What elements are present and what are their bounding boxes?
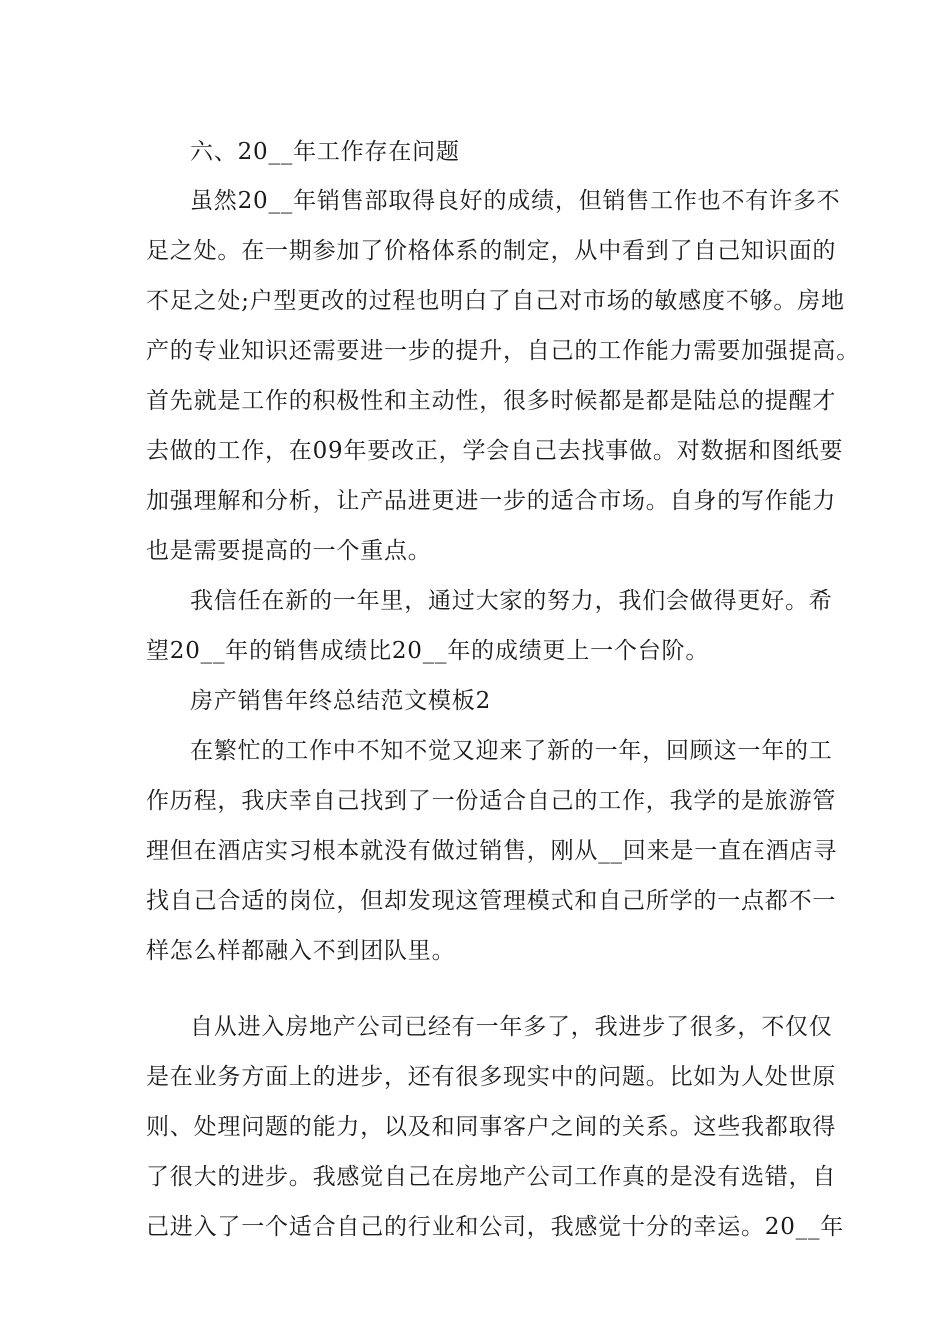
paragraph-line: 望20__年的销售成绩比20__年的成绩更上一个台阶。: [146, 638, 710, 664]
paragraph-line: 产的专业知识还需要进一步的提升，自己的工作能力需要加强提高。: [146, 338, 860, 364]
paragraph-line: 找自己合适的岗位，但却发现这管理模式和自己所学的一点都不一: [146, 888, 837, 914]
paragraph-line: 加强理解和分析，让产品进更进一步的适合市场。自身的写作能力: [146, 488, 837, 514]
paragraph-line: 己进入了一个适合自己的行业和公司，我感觉十分的幸运。20__年: [146, 1214, 845, 1240]
paragraph-line: 作历程，我庆幸自己找到了一份适合自己的工作，我学的是旅游管: [146, 788, 837, 814]
paragraph-line: 是在业务方面上的进步，还有很多现实中的问题。比如为人处世原: [146, 1064, 837, 1090]
section-heading: 房产销售年终总结范文模板2: [190, 688, 492, 714]
paragraph-line: 了很大的进步。我感觉自己在房地产公司工作真的是没有选错，自: [146, 1164, 837, 1190]
paragraph-line: 理但在酒店实习根本就没有做过销售，刚从__回来是一直在酒店寻: [146, 838, 837, 864]
paragraph-line: 虽然20__年销售部取得良好的成绩，但销售工作也不有许多不: [190, 188, 841, 214]
paragraph-line: 我信任在新的一年里，通过大家的努力，我们会做得更好。希: [190, 588, 833, 614]
paragraph-line: 首先就是工作的积极性和主动性，很多时候都是都是陆总的提醒才: [146, 388, 837, 414]
paragraph-line: 在繁忙的工作中不知不觉又迎来了新的一年，回顾这一年的工: [190, 738, 833, 764]
paragraph-line: 也是需要提高的一个重点。: [146, 538, 432, 564]
paragraph-line: 则、处理问题的能力，以及和同事客户之间的关系。这些我都取得: [146, 1114, 837, 1140]
paragraph-line: 样怎么样都融入不到团队里。: [146, 938, 456, 964]
paragraph-line: 不足之处;户型更改的过程也明白了自己对市场的敏感度不够。房地: [146, 288, 845, 314]
paragraph-line: 去做的工作，在09年要改正，学会自己去找事做。对数据和图纸要: [146, 438, 844, 464]
section-heading: 六、20__年工作存在问题: [190, 139, 460, 165]
paragraph-line: 自从进入房地产公司已经有一年多了，我进步了很多，不仅仅: [190, 1014, 833, 1040]
paragraph-line: 足之处。在一期参加了价格体系的制定，从中看到了自己知识面的: [146, 238, 837, 264]
